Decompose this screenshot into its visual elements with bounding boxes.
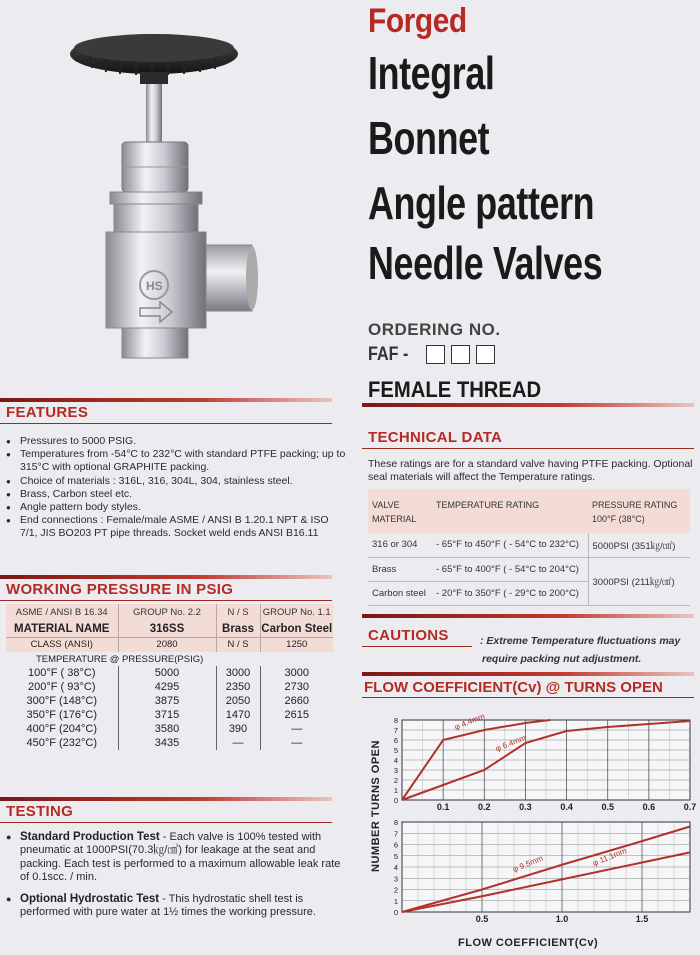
y-tick-label: 8 bbox=[393, 818, 398, 827]
x-tick-label: 1.0 bbox=[555, 914, 569, 924]
wp-value-cell: 5000 bbox=[118, 666, 216, 680]
technical-rule bbox=[362, 448, 694, 449]
valve-image bbox=[60, 30, 260, 360]
wp-header-cell: GROUP No. 1.1 bbox=[260, 604, 333, 621]
feature-item: ● Brass, Carbon steel etc. bbox=[6, 488, 346, 501]
wp-value-cell: 2730 bbox=[260, 680, 333, 694]
y-tick-label: 1 bbox=[393, 786, 398, 795]
technical-table bbox=[368, 489, 690, 606]
flow-chart-title: FLOW COEFFICIENT(Cv) @ TURNS OPEN bbox=[364, 679, 663, 696]
wp-temp-cell: 200°F ( 93°C) bbox=[28, 681, 96, 693]
wp-material-cell: Carbon Steel bbox=[260, 621, 333, 637]
technical-heading: TECHNICAL DATA bbox=[368, 429, 503, 446]
cautions-bar bbox=[362, 614, 694, 618]
working-pressure-table bbox=[6, 604, 333, 750]
y-tick-label: 7 bbox=[393, 726, 398, 735]
series-label: φ 4.4mm bbox=[453, 711, 487, 732]
ordering-prefix: FAF - bbox=[368, 344, 409, 365]
table-row bbox=[6, 708, 333, 722]
wp-temp-header: TEMPERATURE @ PRESSURE(PSIG) bbox=[36, 653, 204, 665]
flow-bar bbox=[362, 672, 694, 676]
wp-header-cell: ASME / ANSI B 16.34 bbox=[6, 604, 118, 621]
cautions-heading: CAUTIONS bbox=[368, 627, 449, 644]
series-label: φ 9.5mm bbox=[511, 853, 545, 874]
x-axis-label: FLOW COEFFICIENT(Cv) bbox=[458, 937, 599, 949]
wp-class-cell: 2080 bbox=[118, 637, 216, 652]
cautions-line-2: require packing nut adjustment. bbox=[482, 653, 642, 665]
cautions-text bbox=[480, 632, 680, 668]
features-heading: FEATURES bbox=[6, 404, 89, 421]
flow-chart bbox=[360, 700, 700, 935]
standard-test-title: Standard Production Test bbox=[20, 831, 160, 843]
tech-temp-cell: - 20°F to 350°F ( - 29°C to 200°C) bbox=[432, 581, 588, 605]
title-needle-valves: Needle Valves bbox=[368, 237, 603, 289]
wp-class-cell: 1250 bbox=[260, 637, 333, 652]
feature-item: ● End connections : Female/male ASME / ANSI B 1.20.1 NPT & ISO 7/1, JIS BO203 PT pipe threads. Socket weld ends ANSI B16.11 bbox=[6, 514, 346, 540]
y-tick-label: 8 bbox=[393, 716, 398, 725]
y-tick-label: 2 bbox=[393, 885, 398, 895]
feature-item: ● Angle pattern body styles. bbox=[6, 501, 346, 514]
female-thread-label: FEMALE THREAD bbox=[368, 377, 542, 402]
title-forged: Forged bbox=[368, 2, 467, 40]
wp-value-cell: 2350 bbox=[216, 680, 260, 694]
y-tick-label: 7 bbox=[393, 829, 398, 839]
x-tick-label: 0.4 bbox=[560, 802, 573, 812]
tech-pressure-cell: 5000PSI (351㎏/㎠) bbox=[588, 533, 690, 557]
hydro-test-paragraph bbox=[6, 893, 346, 920]
y-tick-label: 5 bbox=[393, 746, 398, 755]
wp-header-row bbox=[6, 604, 333, 621]
wp-value-cell: 4295 bbox=[118, 680, 216, 694]
flow-rule bbox=[362, 697, 694, 698]
title-angle-pattern: Angle pattern bbox=[368, 177, 595, 229]
y-tick-label: 6 bbox=[393, 840, 398, 850]
y-tick-label: 3 bbox=[393, 766, 398, 775]
y-tick-label: 0 bbox=[393, 796, 398, 805]
y-tick-label: 4 bbox=[393, 756, 398, 765]
ordering-box-3 bbox=[476, 345, 495, 364]
wp-material-cell: Brass bbox=[216, 621, 260, 637]
ordering-label: ORDERING NO. bbox=[368, 320, 501, 339]
y-tick-label: 4 bbox=[393, 863, 398, 872]
wp-class-cell: N / S bbox=[216, 637, 260, 652]
wp-value-cell: 3715 bbox=[118, 708, 216, 722]
x-tick-label: 1.5 bbox=[635, 914, 649, 924]
feature-item: ● Choice of materials : 316L, 316, 304L, 304, stainless steel. bbox=[6, 475, 346, 488]
table-row bbox=[6, 694, 333, 708]
tech-header-cell: PRESSURE RATING 100°F (38°C) bbox=[588, 489, 690, 533]
wp-header-cell: GROUP No. 2.2 bbox=[118, 604, 216, 621]
feature-item: ● Pressures to 5000 PSIG. bbox=[6, 435, 346, 448]
working-pressure-heading: WORKING PRESSURE IN PSIG bbox=[6, 581, 234, 598]
wp-class-row bbox=[6, 637, 333, 652]
working-pressure-bar bbox=[0, 575, 332, 579]
tech-header-cell: TEMPERATURE RATING bbox=[432, 489, 588, 533]
wp-value-cell: — bbox=[216, 736, 260, 750]
ordering-box-2 bbox=[451, 345, 470, 364]
wp-value-cell: 390 bbox=[216, 722, 260, 736]
tech-material-cell: Carbon steel bbox=[368, 581, 432, 605]
cautions-rule bbox=[362, 646, 472, 647]
tech-material-cell: Brass bbox=[368, 557, 432, 581]
x-tick-label: 0.7 bbox=[683, 802, 697, 812]
features-bar bbox=[0, 398, 332, 402]
wp-value-cell: 3435 bbox=[118, 736, 216, 750]
y-tick-label: 2 bbox=[393, 776, 398, 785]
x-tick-label: 0.5 bbox=[601, 802, 614, 812]
wp-value-cell: 3000 bbox=[216, 666, 260, 680]
tech-temp-cell: - 65°F to 450°F ( - 54°C to 232°C) bbox=[432, 533, 588, 557]
title-bonnet: Bonnet bbox=[368, 112, 490, 164]
wp-value-cell: — bbox=[260, 736, 333, 750]
wp-class-cell: CLASS (ANSI) bbox=[6, 637, 118, 652]
wp-value-cell: — bbox=[260, 722, 333, 736]
standard-test-paragraph bbox=[6, 831, 346, 885]
wp-header-cell: N / S bbox=[216, 604, 260, 621]
wp-temp-cell: 450°F (232°C) bbox=[26, 737, 98, 749]
testing-rule bbox=[0, 822, 332, 823]
hydro-test-title: Optional Hydrostatic Test bbox=[20, 892, 160, 905]
wp-temp-cell: 100°F ( 38°C) bbox=[28, 667, 96, 679]
tech-temp-cell: - 65°F to 400°F ( - 54°C to 204°C) bbox=[432, 557, 588, 581]
wp-value-cell: 2660 bbox=[260, 694, 333, 708]
features-list bbox=[6, 435, 346, 541]
table-row bbox=[368, 533, 690, 557]
tech-material-cell: 316 or 304 bbox=[368, 533, 432, 557]
title-integral: Integral bbox=[368, 47, 495, 99]
wp-value-cell: 3580 bbox=[118, 722, 216, 736]
y-tick-label: 5 bbox=[393, 851, 398, 861]
series-label: φ 11.1mm bbox=[591, 846, 628, 868]
technical-header-row bbox=[368, 489, 690, 533]
x-tick-label: 0.6 bbox=[642, 802, 656, 812]
working-pressure-rule bbox=[0, 600, 332, 601]
technical-note: These ratings are for a standard valve having PTFE packing. Optional seal materials will affect the Temperature ratings. bbox=[368, 458, 693, 483]
testing-bar bbox=[0, 797, 332, 801]
wp-value-cell: 2615 bbox=[260, 708, 333, 722]
wp-material-row bbox=[6, 621, 333, 637]
cautions-line-1: : Extreme Temperature fluctuations may bbox=[480, 635, 681, 647]
y-tick-label: 3 bbox=[393, 874, 398, 884]
standard-test-text: - Each valve is 100% tested with pneumatic at 1000PSI(70.3㎏/㎠) for leakage at the seat and packing. Each test is performed to a maximum allowable leak rate of 0.1scc. / min. bbox=[20, 831, 341, 884]
feature-item: ● Temperatures from -54°C to 232°C with standard PTFE packing; up to 315°C with optional GRAPHITE packing. bbox=[6, 448, 346, 474]
x-tick-label: 0.3 bbox=[519, 802, 532, 812]
testing-heading: TESTING bbox=[6, 803, 74, 820]
wp-value-cell: 2050 bbox=[216, 694, 260, 708]
x-tick-label: 0.2 bbox=[478, 802, 491, 812]
y-axis-label: NUMBER TURNS OPEN bbox=[370, 740, 382, 872]
table-row bbox=[6, 722, 333, 736]
testing-body bbox=[6, 831, 346, 927]
wp-temp-cell: 350°F (176°C) bbox=[26, 709, 98, 721]
wp-value-cell: 3875 bbox=[118, 694, 216, 708]
y-tick-label: 1 bbox=[393, 896, 398, 906]
features-rule bbox=[0, 423, 332, 424]
ordering-box-1 bbox=[426, 345, 445, 364]
table-row bbox=[6, 680, 333, 694]
wp-temp-cell: 300°F (148°C) bbox=[26, 695, 98, 707]
wp-value-cell: 3000 bbox=[260, 666, 333, 680]
table-row bbox=[368, 557, 690, 581]
tech-pressure-cell: 3000PSI (211㎏/㎠) bbox=[588, 557, 690, 605]
table-row bbox=[6, 666, 333, 680]
svg-text:HS: HS bbox=[146, 279, 163, 293]
wp-value-cell: 1470 bbox=[216, 708, 260, 722]
x-tick-label: 0.1 bbox=[436, 802, 450, 812]
table-row bbox=[6, 736, 333, 750]
series-label: φ 6.4mm bbox=[494, 733, 528, 754]
hydro-test-text: - This hydrostatic shell test is performed with pure water at 1½ times the working pressure. bbox=[20, 892, 316, 919]
wp-material-cell: MATERIAL NAME bbox=[6, 621, 118, 637]
wp-temp-header-row bbox=[6, 652, 333, 666]
technical-bar bbox=[362, 403, 694, 407]
y-tick-label: 6 bbox=[393, 736, 398, 745]
x-tick-label: 0.5 bbox=[475, 914, 489, 924]
tech-header-cell: VALVE MATERIAL bbox=[368, 489, 432, 533]
wp-temp-cell: 400°F (204°C) bbox=[26, 723, 98, 735]
wp-material-cell: 316SS bbox=[118, 621, 216, 637]
y-tick-label: 0 bbox=[393, 908, 398, 917]
